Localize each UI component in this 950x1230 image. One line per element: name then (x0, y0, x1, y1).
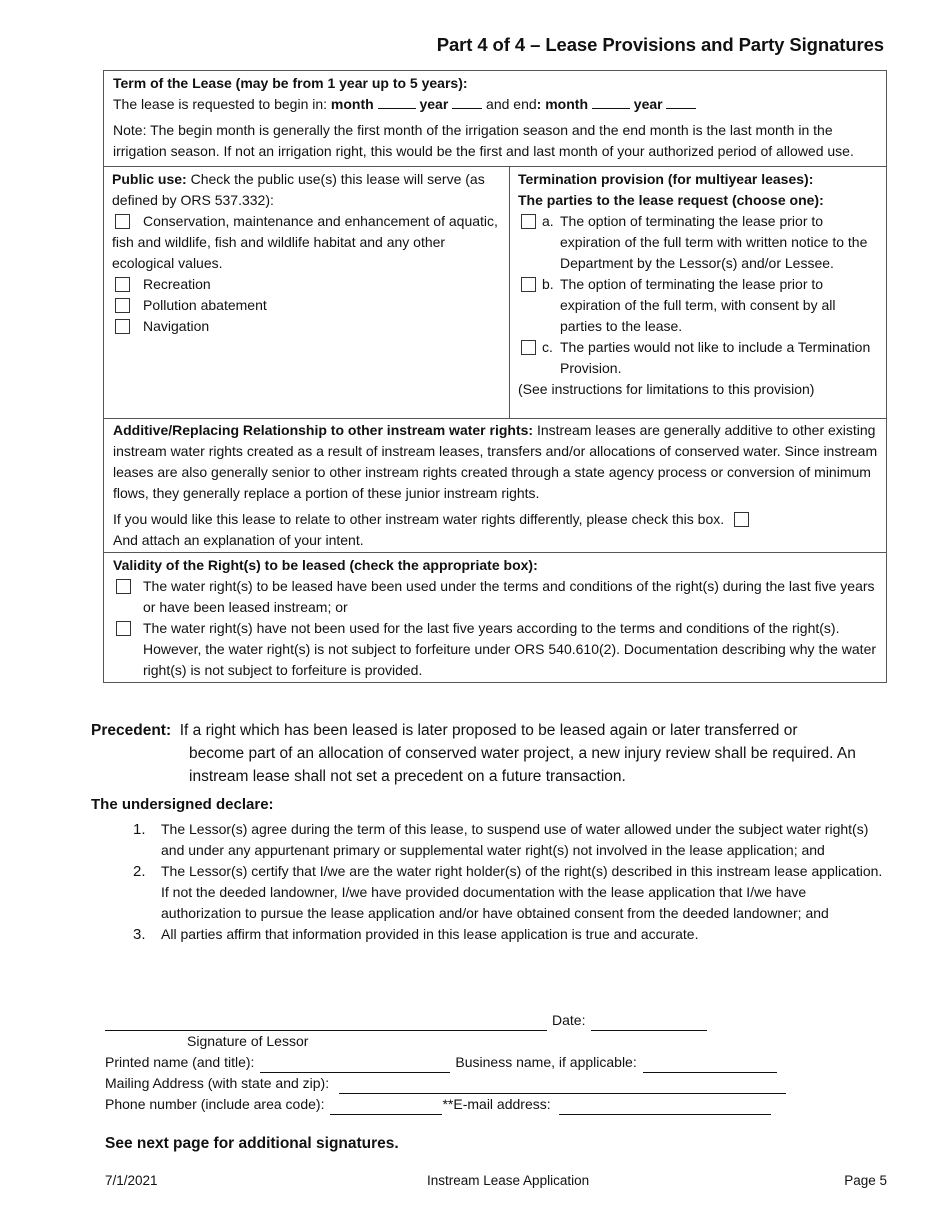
additive-heading: Additive/Replacing Relationship to other instream water rights: (113, 422, 534, 438)
termination-a-letter: a. (542, 213, 554, 229)
mailing-address-field[interactable] (339, 1079, 786, 1094)
validity-option-2 (113, 618, 878, 681)
conservation-label-continued: aquatic, fish and wildlife, fish and wildlife habitat and any other ecological values. (112, 213, 498, 271)
declare-item-text: All parties affirm that information provided in this lease application is true and accurate. (161, 926, 699, 942)
recreation-checkbox[interactable] (115, 277, 130, 292)
printed-name-field[interactable] (260, 1058, 450, 1073)
conservation-label: Conservation, maintenance and enhancement of (143, 213, 445, 229)
printed-name-label: Printed name (and title): (105, 1054, 255, 1070)
additive-check-text: If you would like this lease to relate to other instream water rights differently, please check this box. (113, 511, 725, 527)
termination-option-c (518, 337, 880, 379)
precedent-continuation: become part of an allocation of conserved water project, a new injury review shall be required. An instream lease shall not set a precedent on a future transaction. (189, 745, 856, 785)
validity-option-2-text: The water right(s) have not been used for the last five years according to the terms and conditions of the right(s). However, the water right(s) is not subject to forfeiture under ORS 540.610(2). Documentation describing why the water right(s) is not subject to forfeiture is provided. (143, 620, 877, 678)
phone-field[interactable] (330, 1100, 442, 1115)
declare-item-text: The Lessor(s) agree during the term of this lease, to suspend use of water allowed under the subject water right(s) and under any appurtenant primary or supplemental water right(s) not involved in the lease application; and (161, 821, 869, 858)
public-use-termination-row (104, 166, 886, 418)
declare-item (133, 861, 883, 924)
pollution-abatement-checkbox[interactable] (115, 298, 130, 313)
footer-title: Instream Lease Application (427, 1173, 590, 1188)
begin-year-label: year (419, 96, 449, 112)
term-note: Note: The begin month is generally the first month of the irrigation season and the end month is the last month in the irrigation season. If not an irrigation right, this would be the first and last month of your authorized period of allowed use. (113, 122, 854, 159)
see-next-page-note: See next page for additional signatures. (105, 1135, 399, 1152)
termination-b-checkbox[interactable] (521, 277, 536, 292)
end-month-field[interactable] (592, 94, 630, 109)
business-name-field[interactable] (643, 1058, 777, 1073)
declare-item (133, 819, 883, 861)
termination-section (510, 167, 886, 418)
termination-heading-2: The parties to the lease request (choose one): (518, 192, 824, 208)
validity-section (104, 552, 886, 682)
precedent-paragraph (91, 719, 881, 788)
lease-provisions-table (103, 70, 887, 683)
declare-item-number: 1. (133, 821, 146, 838)
declare-list (133, 819, 883, 945)
end-year-label: year (633, 96, 663, 112)
termination-a-checkbox[interactable] (521, 214, 536, 229)
public-use-heading: Public use: (112, 171, 187, 187)
end-month-label: month (545, 96, 588, 112)
termination-c-text: The parties would not like to include a Termination Provision. (560, 339, 871, 376)
validity-option-1 (113, 576, 878, 618)
declare-item-text: The Lessor(s) certify that I/we are the water right holder(s) of the right(s) described in this instream lease application. If not the deeded landowner, I/we have provided documentation with the lease application that I/we have authorization to pursue the lease application and/or have obtained consent from the deeded landowner; and (161, 863, 883, 921)
begin-month-label: month (330, 96, 374, 112)
phone-label: Phone number (include area code): (105, 1096, 325, 1112)
business-name-label: Business name, if applicable: (455, 1054, 637, 1070)
additive-checkbox[interactable] (734, 512, 749, 527)
navigation-checkbox[interactable] (115, 319, 130, 334)
additive-attach-text: And attach an explanation of your intent. (113, 532, 364, 548)
termination-heading-1: Termination provision (for multiyear leases): (518, 171, 814, 187)
termination-footnote: (See instructions for limitations to this provision) (518, 381, 815, 397)
signature-block (105, 1010, 825, 1115)
additive-section (104, 418, 886, 552)
email-field[interactable] (559, 1100, 771, 1115)
term-heading: Term of the Lease (may be from 1 year up to 5 years): (113, 75, 468, 91)
public-use-intro: Check the public use(s) this lease will serve (as defined by ORS 537.332): (112, 171, 485, 208)
termination-option-b (518, 274, 880, 337)
precedent-line-1: If a right which has been leased is later proposed to be leased again or later transferred or (171, 722, 798, 739)
signature-of-lessor-label: Signature of Lessor (187, 1033, 309, 1049)
validity-option-1-text: The water right(s) to be leased have been used under the terms and conditions of the right(s) during the last five years or have been leased instream; or (143, 578, 875, 615)
public-use-section (104, 167, 510, 418)
begin-month-field[interactable] (378, 94, 416, 109)
date-field[interactable] (591, 1016, 707, 1031)
lessor-signature-field[interactable] (105, 1016, 547, 1031)
termination-c-checkbox[interactable] (521, 340, 536, 355)
declare-item (133, 924, 883, 945)
recreation-label: Recreation (143, 276, 211, 292)
pollution-abatement-label: Pollution abatement (143, 297, 267, 313)
termination-b-letter: b. (542, 276, 554, 292)
mailing-address-label: Mailing Address (with state and zip): (105, 1075, 330, 1091)
declare-item-number: 2. (133, 863, 146, 880)
conservation-checkbox[interactable] (115, 214, 130, 229)
validity-not-used-checkbox[interactable] (116, 621, 131, 636)
declare-item-number: 3. (133, 926, 146, 943)
additive-body: Instream leases are generally additive to other existing instream water rights created as a result of instream leases, transfers and/or allocations of conserved water. Since instream leases are also generally senior to other instream rights created through a state agency process or conversion of minimum flows, they generally replace a portion of these junior instream rights. (113, 422, 878, 501)
declare-heading: The undersigned declare: (91, 796, 274, 813)
and-end-label: and end (482, 96, 537, 112)
colon: : (536, 96, 542, 112)
footer-page-number: Page 5 (844, 1173, 887, 1188)
termination-a-text: The option of terminating the lease prior to expiration of the full term with written notice to the Department by the Lessor(s) and/or Lessee. (560, 213, 868, 271)
validity-heading: Validity of the Right(s) to be leased (check the appropriate box): (113, 557, 538, 573)
begin-year-field[interactable] (452, 94, 482, 109)
term-section (104, 71, 886, 166)
page-title: Part 4 of 4 – Lease Provisions and Party Signatures (436, 34, 884, 55)
termination-b-text: The option of terminating the lease prior to expiration of the full term, with consent by all parties to the lease. (560, 276, 836, 334)
termination-c-letter: c. (542, 339, 553, 355)
validity-used-checkbox[interactable] (116, 579, 131, 594)
termination-option-a (518, 211, 880, 274)
navigation-label: Navigation (143, 318, 210, 334)
precedent-label: Precedent: (91, 722, 172, 739)
email-label: **E-mail address: (442, 1096, 551, 1112)
end-year-field[interactable] (666, 94, 696, 109)
date-label: Date: (552, 1012, 586, 1028)
term-begin-prefix: The lease is requested to begin in: (113, 96, 331, 112)
footer-date: 7/1/2021 (105, 1173, 158, 1188)
